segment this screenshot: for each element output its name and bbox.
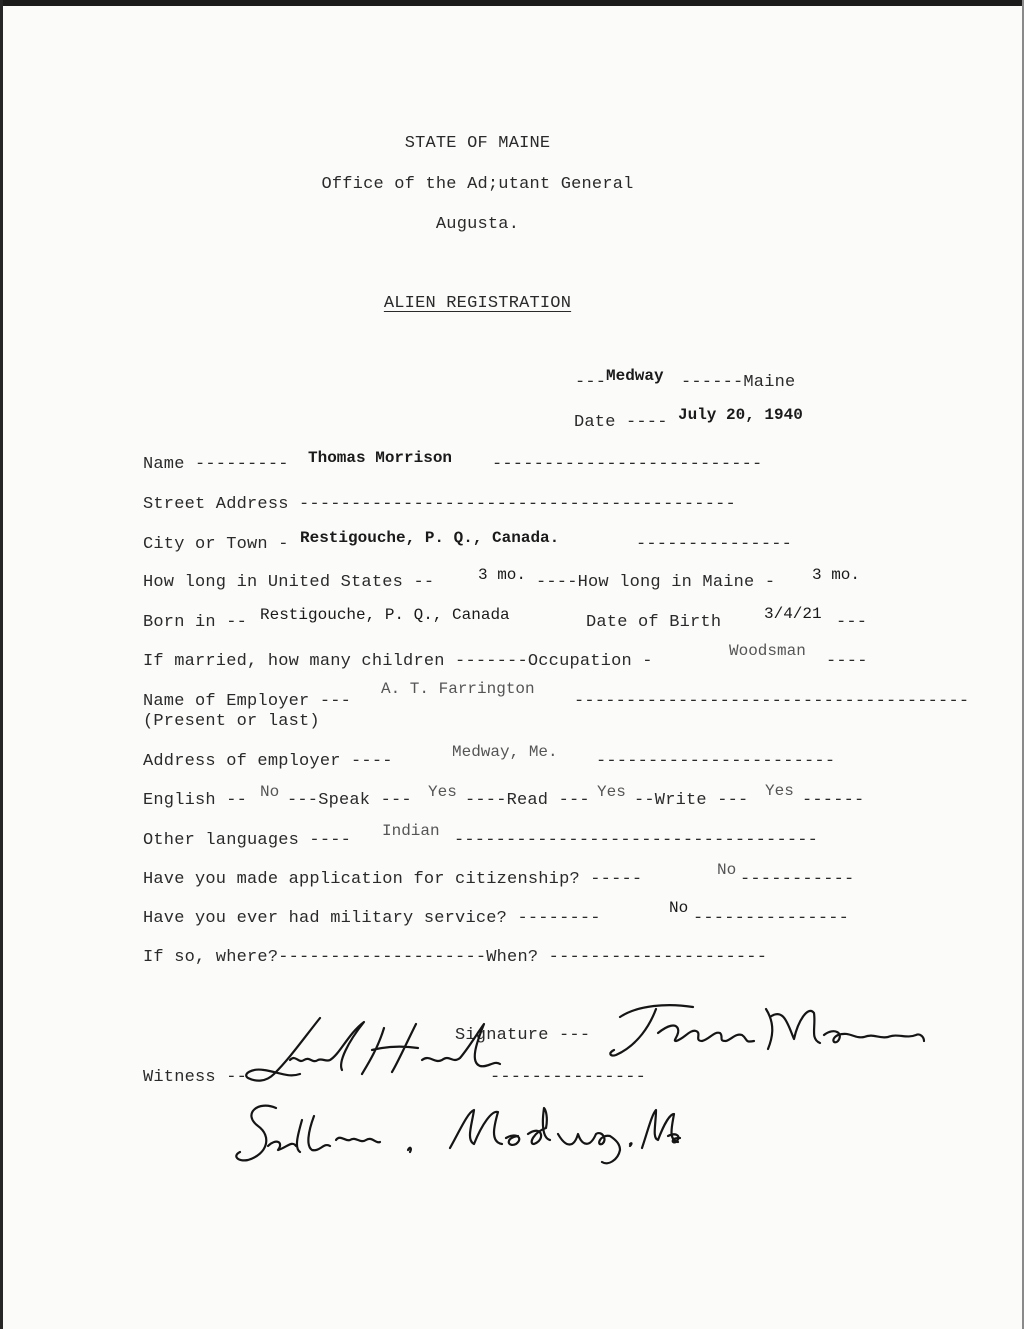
- city-tail: ---------------: [636, 535, 793, 554]
- office-heading: Office of the Ad;utant General: [321, 175, 634, 194]
- employer-sublabel: (Present or last): [143, 712, 320, 731]
- employer-label: Name of Employer ---: [143, 692, 352, 711]
- place-town-value: Medway: [606, 367, 664, 385]
- name-tail: --------------------------: [492, 455, 763, 474]
- date-of-birth-tail: ---: [836, 613, 868, 632]
- write-value: Yes: [765, 782, 794, 800]
- date-label: Date ----: [574, 413, 668, 432]
- form-title: ALIEN REGISTRATION: [383, 294, 572, 313]
- city-label: City or Town -: [143, 535, 289, 554]
- occupation-tail: ----: [826, 652, 868, 671]
- how-long-us-label: How long in United States --: [143, 573, 435, 592]
- scan-edge-left: [0, 0, 3, 1329]
- read-value: Yes: [597, 783, 626, 801]
- write-label: --Write ---: [634, 791, 749, 810]
- military-service-value: No: [669, 899, 689, 917]
- city-heading: Augusta.: [435, 215, 520, 234]
- english-value: No: [260, 783, 280, 801]
- witness-label: Witness --: [143, 1068, 248, 1087]
- signature-handwritten-thomas-morrison: [598, 995, 928, 1065]
- speak-value: Yes: [428, 783, 457, 801]
- employer-address-tail: -----------------------: [596, 752, 836, 771]
- read-label: ----Read ---: [465, 791, 590, 810]
- witness-handwritten-selectman-medway: [228, 1090, 688, 1170]
- other-languages-value: Indian: [382, 822, 440, 840]
- street-address-label: Street Address ------------------------------------------: [143, 495, 736, 514]
- other-languages-label: Other languages ----: [143, 831, 352, 850]
- date-value: July 20, 1940: [678, 406, 803, 424]
- employer-tail: --------------------------------------: [574, 692, 970, 711]
- employer-address-value: Medway, Me.: [452, 743, 558, 761]
- date-of-birth-value: 3/4/21: [764, 605, 822, 623]
- military-service-label: Have you ever had military service? --------: [143, 909, 601, 928]
- if-so-where-when-label: If so, where?--------------------When? ---------------------: [143, 948, 768, 967]
- witness-tail: ---------------: [490, 1068, 647, 1087]
- born-in-value: Restigouche, P. Q., Canada: [260, 606, 510, 624]
- military-service-tail: ---------------: [693, 909, 850, 928]
- name-value: Thomas Morrison: [308, 449, 453, 467]
- witness-handwritten-lionel-hodder: [238, 1008, 508, 1088]
- citizenship-value: No: [717, 861, 737, 879]
- write-tail: ------: [802, 791, 865, 810]
- english-label: English --: [143, 791, 248, 810]
- employer-address-label: Address of employer ----: [143, 752, 393, 771]
- date-of-birth-label: Date of Birth: [586, 613, 732, 632]
- born-in-label: Born in --: [143, 613, 248, 632]
- married-children-label: If married, how many children -------Occupation -: [143, 652, 653, 671]
- other-languages-tail: -----------------------------------: [454, 831, 819, 850]
- how-long-us-value: 3 mo.: [478, 566, 527, 584]
- citizenship-label: Have you made application for citizenship? -----: [143, 870, 643, 889]
- state-heading: STATE OF MAINE: [404, 134, 551, 153]
- scan-edge-top: [0, 0, 1024, 6]
- occupation-value: Woodsman: [729, 642, 806, 660]
- name-label: Name ---------: [143, 455, 289, 474]
- city-value: Restigouche, P. Q., Canada.: [300, 529, 560, 547]
- speak-label: ---Speak ---: [287, 791, 412, 810]
- place-prefix: ---: [575, 373, 607, 392]
- how-long-maine-label: ----How long in Maine -: [536, 573, 776, 592]
- how-long-maine-value: 3 mo.: [812, 566, 861, 584]
- place-suffix: ------Maine: [681, 373, 796, 392]
- employer-value: A. T. Farrington: [381, 680, 535, 698]
- signature-label: Signature ---: [455, 1026, 591, 1045]
- citizenship-tail: -----------: [740, 870, 855, 889]
